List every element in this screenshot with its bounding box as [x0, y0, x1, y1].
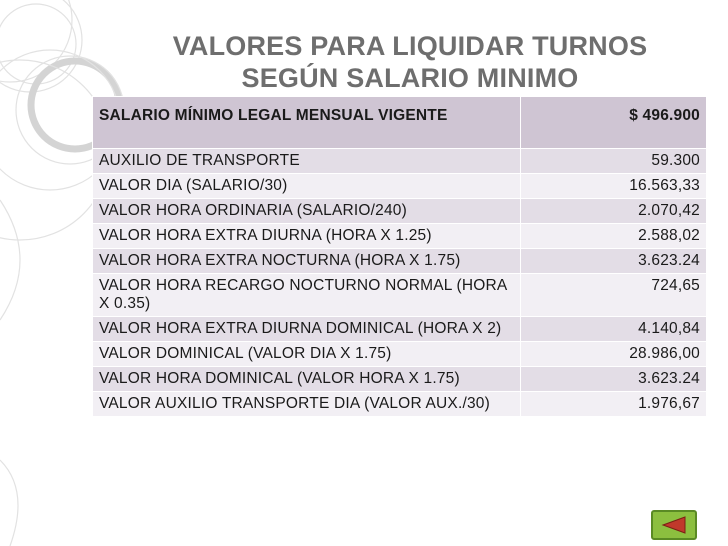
row-label: AUXILIO DE TRANSPORTE	[93, 149, 521, 174]
row-label: VALOR HORA EXTRA DIURNA (HORA X 1.25)	[93, 224, 521, 249]
row-label: VALOR HORA EXTRA DIURNA DOMINICAL (HORA X 2)	[93, 317, 521, 342]
row-value: 2.588,02	[521, 224, 707, 249]
page-title	[90, 30, 728, 94]
back-arrow-icon	[659, 515, 689, 535]
row-label: VALOR DOMINICAL (VALOR DIA X 1.75)	[93, 342, 521, 367]
row-label: VALOR AUXILIO TRANSPORTE DIA (VALOR AUX./30)	[93, 392, 521, 417]
row-label: VALOR DIA (SALARIO/30)	[93, 174, 521, 199]
table-row	[93, 392, 707, 417]
table-row	[93, 149, 707, 174]
row-value: 1.976,67	[521, 392, 707, 417]
row-value: 28.986,00	[521, 342, 707, 367]
table-row	[93, 342, 707, 367]
table-header-value: $ 496.900	[521, 97, 707, 149]
table-row	[93, 317, 707, 342]
title-line-2: SEGÚN SALARIO MINIMO	[241, 63, 579, 93]
row-value: 16.563,33	[521, 174, 707, 199]
table-row	[93, 199, 707, 224]
row-value: 2.070,42	[521, 199, 707, 224]
row-label: VALOR HORA DOMINICAL (VALOR HORA X 1.75)	[93, 367, 521, 392]
row-value: 4.140,84	[521, 317, 707, 342]
row-label: VALOR HORA ORDINARIA (SALARIO/240)	[93, 199, 521, 224]
table-row	[93, 249, 707, 274]
table-header-label: SALARIO MÍNIMO LEGAL MENSUAL VIGENTE	[93, 97, 521, 149]
row-label: VALOR HORA EXTRA NOCTURNA (HORA X 1.75)	[93, 249, 521, 274]
table-header-row	[93, 97, 707, 149]
row-value: 3.623.24	[521, 367, 707, 392]
row-value: 3.623.24	[521, 249, 707, 274]
row-value: 59.300	[521, 149, 707, 174]
back-nav-button[interactable]	[651, 510, 697, 540]
table-row	[93, 274, 707, 317]
values-table	[92, 96, 707, 417]
table-row	[93, 174, 707, 199]
row-label: VALOR HORA RECARGO NOCTURNO NORMAL (HORA X 0.35)	[93, 274, 521, 317]
row-value: 724,65	[521, 274, 707, 317]
table-row	[93, 224, 707, 249]
table-row	[93, 367, 707, 392]
title-line-1: VALORES PARA LIQUIDAR TURNOS	[172, 31, 648, 61]
